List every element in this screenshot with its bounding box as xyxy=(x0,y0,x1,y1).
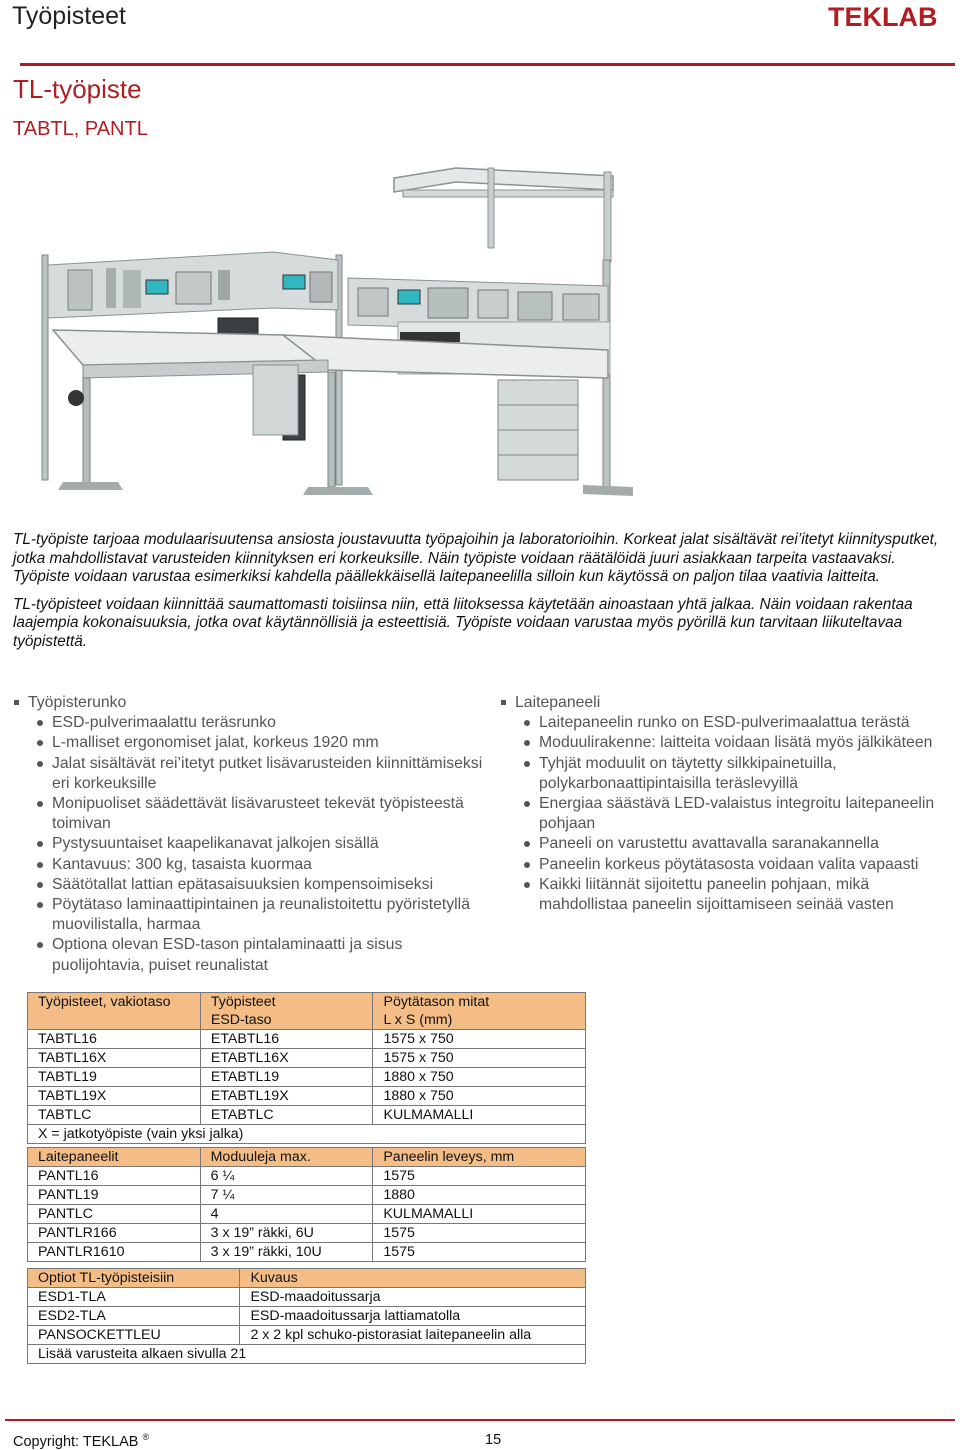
table-note: X = jatkotyöpiste (vain yksi jalka) xyxy=(28,1125,586,1144)
table-header-cell: Työpisteet ESD-taso xyxy=(200,993,373,1030)
table-header-cell: Kuvaus xyxy=(240,1269,586,1288)
panel-feature-item: Moduulirakenne: laitteita voidaan lisätä myös jälkikäteen xyxy=(500,733,950,753)
registered-mark: ® xyxy=(142,1432,150,1442)
panel-feature-item: Laitepaneelin runko on ESD-pulverimaalattua terästä xyxy=(500,713,950,733)
panel-features xyxy=(500,693,950,915)
options-table xyxy=(27,1268,586,1364)
table-row: PANTL16 6 ¼ 1575 xyxy=(28,1167,586,1186)
workstation-photo xyxy=(28,160,948,510)
table-header-cell: Moduuleja max. xyxy=(200,1148,373,1167)
table-header-cell: Pöytätason mitat L x S (mm) xyxy=(373,993,586,1030)
table-row: TABTL19 ETABTL19 1880 x 750 xyxy=(28,1068,586,1087)
footer-divider xyxy=(5,1419,955,1421)
table-row: ESD2-TLA ESD-maadoitussarja lattiamatolla xyxy=(28,1307,586,1326)
table-header-cell: Optiot TL-työpisteisiin xyxy=(28,1269,240,1288)
table-header-cell: Paneelin leveys, mm xyxy=(373,1148,586,1167)
table-row: PANSOCKETTLEU 2 x 2 kpl schuko-pistorasiat laitepaneelin alla xyxy=(28,1326,586,1345)
frame-feature-item: Pöytätaso laminaattipintainen ja reunalistoitettu pyöristetyllä muovilistalla, harmaa xyxy=(13,895,483,935)
table-header-cell: Laitepaneelit xyxy=(28,1148,201,1167)
teklab-logo xyxy=(828,2,953,35)
frame-feature-item: ESD-pulverimaalattu teräsrunko xyxy=(13,713,483,733)
frame-features xyxy=(13,693,483,976)
frame-feature-item: Pystysuuntaiset kaapelikanavat jalkojen sisällä xyxy=(13,834,483,854)
table-row: PANTLR1610 3 x 19” räkki, 10U 1575 xyxy=(28,1243,586,1262)
header-divider xyxy=(20,63,955,66)
page-number: 15 xyxy=(485,1432,502,1448)
frame-feature-item: Säätötallat lattian epätasaisuuksien kompensoimiseksi xyxy=(13,875,483,895)
intro-paragraph-2: TL-työpisteet voidaan kiinnittää saumattomasti toisiinsa niin, että liitoksessa käytetään ainoastaan yhtä jalkaa. Näin voidaan rakentaa laajempia kokonaisuuksia, jotka ovat käytännöllisiä ja esteettisiä. Työpiste voidaan varustaa myös pyörillä kun tarvitaan liikuteltavaa työpistettä. xyxy=(13,595,913,650)
workstation-table xyxy=(27,992,586,1144)
intro-paragraph-1: TL-työpiste tarjoaa modulaarisuutensa ansiosta joustavuutta työpajoihin ja laboratorioihin. Korkeat jalat sisältävät rei’itetyt kiinnitysputket, jotka mahdollistavat varusteiden kiinnityksen eri korkeuksille. Näin työpiste voidaan räätälöidä juuri asiakkaan tarpeita vastaavaksi. Työpiste voidaan varustaa esimerkiksi kahdella päällekkäisellä laitepaneelilla silloin kun käytössä on paljon tilaa vaativia laitteita. xyxy=(13,531,939,586)
frame-feature-item: L-malliset ergonomiset jalat, korkeus 1920 mm xyxy=(13,733,483,753)
frame-feature-item: Kantavuus: 300 kg, tasaista kuormaa xyxy=(13,855,483,875)
table-row: PANTLC 4 KULMAMALLI xyxy=(28,1205,586,1224)
footer-copyright: Copyright: TEKLAB ® xyxy=(13,1432,150,1450)
table-note-row xyxy=(28,1125,586,1144)
logo-text: TEKLAB xyxy=(828,2,938,30)
table-row: TABTL16X ETABTL16X 1575 x 750 xyxy=(28,1049,586,1068)
table-header-row xyxy=(28,1269,586,1288)
panel-feature-item: Energiaa säästävä LED-valaistus integroitu laitepaneelin pohjaan xyxy=(500,794,950,834)
frame-feature-item: Optiona olevan ESD-tason pintalaminaatti ja sisus puolijohtavia, puiset reunalistat xyxy=(13,935,483,975)
table-row: TABTL16 ETABTL16 1575 x 750 xyxy=(28,1030,586,1049)
intro-text xyxy=(13,531,948,661)
page-title: TL-työpiste xyxy=(13,74,142,104)
frame-features-heading: Työpisterunko xyxy=(13,693,483,713)
panel-feature-item: Paneeli on varustettu avattavalla saranakannella xyxy=(500,834,950,854)
table-row: TABTL19X ETABTL19X 1880 x 750 xyxy=(28,1087,586,1106)
panel-table xyxy=(27,1147,586,1262)
table-row: ESD1-TLA ESD-maadoitussarja xyxy=(28,1288,586,1307)
panel-features-heading: Laitepaneeli xyxy=(500,693,950,713)
table-note: Lisää varusteita alkaen sivulla 21 xyxy=(28,1345,586,1364)
table-row: PANTLR166 3 x 19” räkki, 6U 1575 xyxy=(28,1224,586,1243)
panel-feature-item: Kaikki liitännät sijoitettu paneelin pohjaan, mikä mahdollistaa paneelin sijoittamiseen seinää vasten xyxy=(500,875,950,915)
frame-feature-item: Jalat sisältävät rei’itetyt putket lisävarusteiden kiinnittämiseksi eri korkeuksille xyxy=(13,754,483,794)
table-header-row xyxy=(28,993,586,1030)
header-title: Työpisteet xyxy=(12,2,126,30)
panel-feature-item: Paneelin korkeus pöytätasosta voidaan valita vapaasti xyxy=(500,855,950,875)
table-header-cell: Työpisteet, vakiotaso xyxy=(28,993,201,1030)
frame-feature-item: Monipuoliset säädettävät lisävarusteet tekevät työpisteestä toimivan xyxy=(13,794,483,834)
table-row: PANTL19 7 ¼ 1880 xyxy=(28,1186,586,1205)
page-subtitle: TABTL, PANTL xyxy=(13,118,148,140)
table-row: TABTLC ETABTLC KULMAMALLI xyxy=(28,1106,586,1125)
table-note-row xyxy=(28,1345,586,1364)
panel-feature-item: Tyhjät moduulit on täytetty silkkipainetuilla, polykarbonaattipintaisilla teräslevyillä xyxy=(500,754,950,794)
table-header-row xyxy=(28,1148,586,1167)
